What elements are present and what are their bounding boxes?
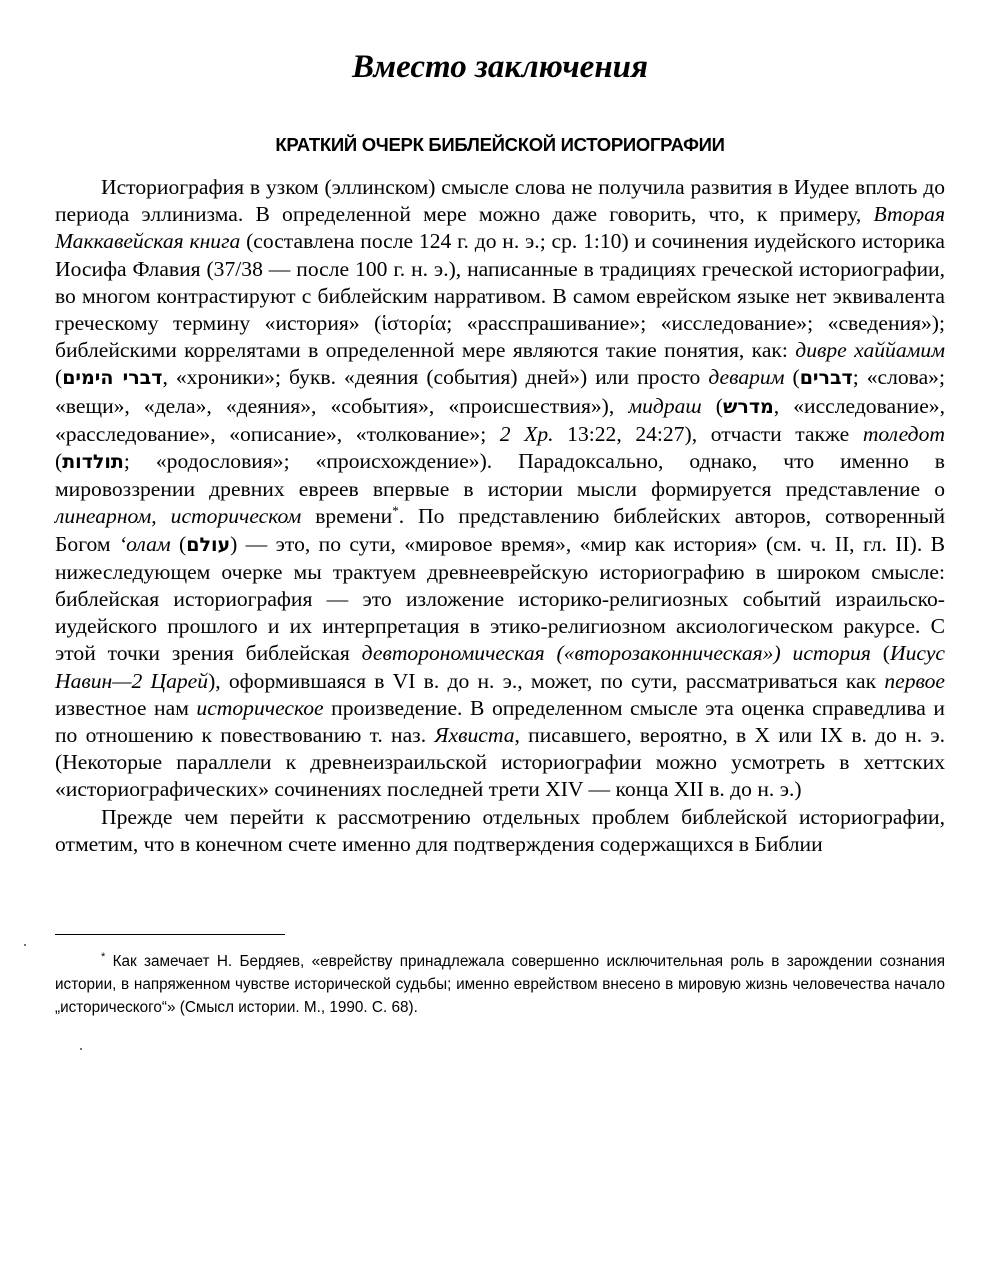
scan-speck bbox=[24, 944, 26, 946]
text-run: , «хроники»; букв. «деяния (события) дней») или просто bbox=[162, 365, 709, 390]
footnote bbox=[55, 950, 945, 1019]
book-range-joshua-kings: Иисус Навин—2 Царей bbox=[55, 641, 945, 693]
book-title-2-maccabees: Вторая Маккавейская книга bbox=[55, 202, 945, 254]
hebrew-term: מדרש bbox=[723, 395, 774, 418]
text-run: известное нам bbox=[55, 695, 197, 720]
footnote-text: Как замечает Н. Бердяев, «еврейству принадлежала совершенно исключительная роль в зарождении сознания истории, в напряженном чувстве исторической судьбы; именно еврейством внесено в мировую жизнь человечества начало „исторического“» (Смысл истории. М., 1990. С. 68). bbox=[55, 953, 945, 1016]
text-run: ) — это, по сути, «мировое время», «мир как история» (см. ч. II, гл. II). В нижеследующем очерке мы трактуем древнееврейскую историографию в широком смысле: библейская историография — это изложение историко-религиозных событий израильско-иудейского прошлого и их интерпретация в этико-религиозном аксиологическом ракурсе. С этой точки зрения библейская bbox=[55, 531, 945, 666]
term-toledot: толедот bbox=[862, 421, 945, 446]
text-run: , «исследование», «расследование», «описание», «толкование»; bbox=[55, 393, 945, 446]
text-run: ( bbox=[170, 531, 187, 556]
page-content bbox=[55, 0, 945, 858]
scan-speck bbox=[80, 1048, 82, 1050]
hebrew-term: תולדות bbox=[62, 451, 124, 474]
term-midrash: мидраш bbox=[628, 393, 702, 418]
text-run: ), оформившаяся в VI в. до н. э., может, по сути, рассматриваться как bbox=[208, 668, 885, 693]
text-run: ( bbox=[701, 393, 723, 418]
section-title: КРАТКИЙ ОЧЕРК БИБЛЕЙСКОЙ ИСТОРИОГРАФИИ bbox=[275, 134, 725, 155]
term-historical-work: историческое bbox=[196, 695, 324, 720]
text-run: произведение. В определенном смысле эта оценка справедлива и по отношению к повествованию т. наз. bbox=[55, 695, 945, 748]
text-run: (составлена после 124 г. до н. э.; ср. 1:10) и сочинения иудейского историка Иосифа Флавия (37/38 — после 100 г. н. э.), написанные в традициях греческой историографии, во многом контрастируют с библейским нарративом. В самом еврейском языке нет эквивалента греческому термину «история» (ἱστορία; «расспрашивание»; «исследование»; «сведения»); библейскими коррелятами в определенной мере являются такие понятия, как: bbox=[55, 229, 945, 363]
text-run: ( bbox=[55, 449, 63, 474]
footnote-divider bbox=[55, 934, 285, 935]
text-run: ( bbox=[55, 365, 63, 390]
term-yahwist: Яхвиста bbox=[434, 723, 515, 748]
paragraph-2: Прежде чем перейти к рассмотрению отдельных проблем библейской историографии, отметим, что в конечном счете именно для подтверждения содержащихся в Библии bbox=[55, 804, 945, 856]
term-historical: историческом bbox=[170, 504, 302, 529]
text-run: ; «родословия»; «происхождение»). Парадоксально, однако, что именно в мировоззрении древних евреев впервые в истории мысли формируется представление о bbox=[55, 449, 945, 502]
footnote-star: * bbox=[101, 950, 106, 963]
term-divre-hayyamim: диврe хаййамим bbox=[795, 338, 945, 363]
main-text bbox=[55, 174, 945, 858]
text-run: ; «слова»; «вещи», «дела», «деяния», «события», «происшествия»), bbox=[55, 365, 945, 418]
paragraph-1 bbox=[55, 174, 945, 804]
chapter-title: Вместо заключения bbox=[351, 49, 649, 85]
text-run: ( bbox=[870, 641, 890, 666]
text-run: времени bbox=[301, 504, 393, 529]
text-run: 13:22, 24:27), отчасти также bbox=[553, 421, 863, 446]
footnote-marker[interactable]: * bbox=[392, 503, 399, 519]
term-linear: линеарном bbox=[55, 504, 152, 529]
text-run: Историография в узком (эллинском) смысле слова не получила развития в Иудее вплоть до периода эллинизма. В определенной мере можно даже говорить, что, к примеру, bbox=[55, 175, 945, 227]
hebrew-term: דברים bbox=[799, 367, 853, 390]
text-run: , писавшего, вероятно, в X или IX в. до н. э. (Некоторые параллели к древнеизраильской историографии можно усмотреть в хеттских «историографических» сочинениях последней трети XIV — конца XII в. до н. э.) bbox=[55, 723, 945, 802]
term-devarim: деварим bbox=[708, 365, 785, 390]
term-first: первое bbox=[884, 668, 945, 693]
term-deuteronomistic-history: девторономическая («второзаконническая») история bbox=[361, 641, 871, 666]
text-run: . По представлению библейских авторов, сотворенный Богом bbox=[55, 504, 946, 556]
hebrew-term: עולם bbox=[186, 533, 231, 556]
hebrew-term: דברי הימים bbox=[62, 367, 163, 390]
text-run: ( bbox=[784, 365, 800, 390]
text-run: , bbox=[151, 504, 171, 529]
reference-2-chronicles: 2 Хр. bbox=[499, 421, 554, 446]
term-olam: ʻолам bbox=[118, 531, 171, 556]
